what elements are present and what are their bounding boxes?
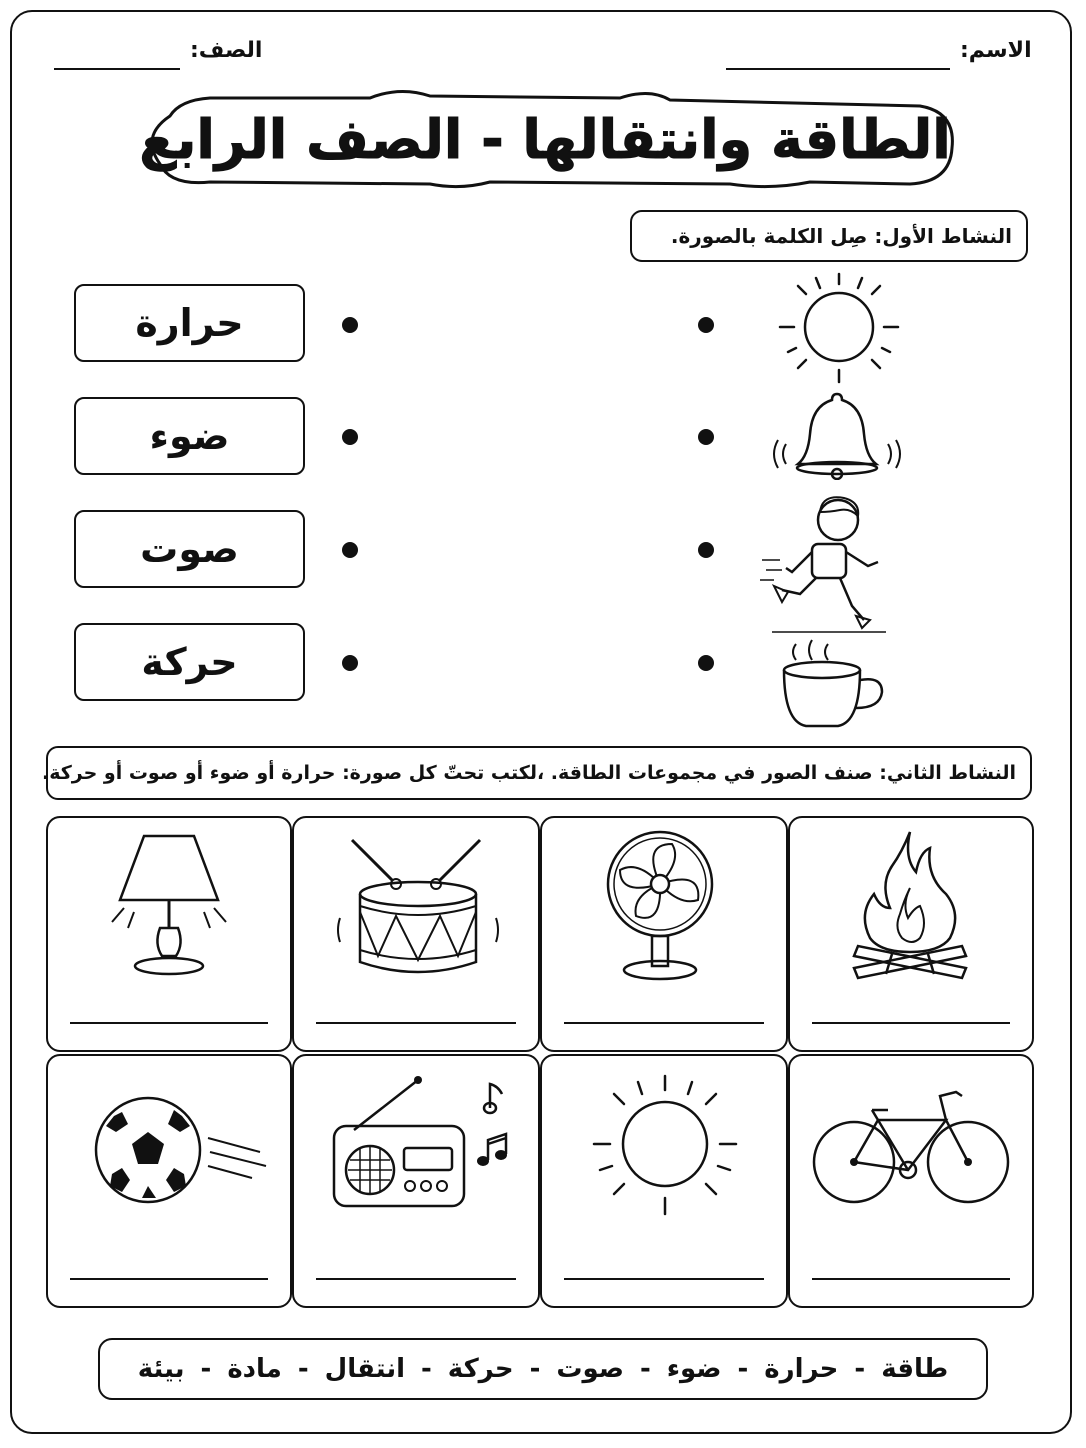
answer-line[interactable] — [564, 1278, 764, 1280]
bank-word: بيئة — [137, 1354, 185, 1384]
bank-word: حركة — [447, 1354, 514, 1384]
word-box-motion[interactable]: حركة — [74, 623, 305, 701]
word-box-light[interactable]: ضوء — [74, 397, 305, 475]
word-dot[interactable] — [342, 429, 358, 445]
soccer-ball-icon — [92, 1094, 272, 1206]
bank-word: طاقة — [881, 1354, 949, 1384]
title-text: الطاقة وانتقالها - الصف الرابع — [139, 107, 951, 171]
picture-cell-bicycle — [788, 1054, 1034, 1308]
word-box-sound[interactable]: صوت — [74, 510, 305, 588]
sun-icon — [588, 1070, 742, 1220]
bank-word: حرارة — [764, 1354, 839, 1384]
campfire-icon — [846, 828, 974, 988]
picture-cell-radio — [292, 1054, 540, 1308]
bank-word: مادة — [227, 1354, 282, 1384]
bank-separator: - — [639, 1354, 651, 1384]
activity2-instruction: النشاط الثاني: صنف الصور في مجموعات الطاقة. ،لكتب تحتّ كل صورة: حرارة أو ضوء أو صوت أو حركة. — [46, 746, 1032, 800]
bank-word: انتقال — [324, 1354, 405, 1384]
answer-line[interactable] — [564, 1022, 764, 1024]
picture-cell-drum — [292, 816, 540, 1052]
class-field[interactable] — [54, 68, 180, 70]
bank-separator: - — [297, 1354, 309, 1384]
picture-dot[interactable] — [698, 429, 714, 445]
answer-line[interactable] — [316, 1278, 516, 1280]
picture-dot[interactable] — [698, 542, 714, 558]
answer-line[interactable] — [316, 1022, 516, 1024]
picture-dot[interactable] — [698, 655, 714, 671]
name-label: الاسم: — [960, 38, 1032, 63]
radio-icon — [330, 1074, 520, 1214]
lamp-icon — [104, 828, 234, 988]
word-dot[interactable] — [342, 542, 358, 558]
picture-cell-ball — [46, 1054, 292, 1308]
bank-separator: - — [737, 1354, 749, 1384]
hot-cup-icon — [776, 636, 888, 732]
sun-icon — [776, 270, 902, 386]
picture-cell-campfire — [788, 816, 1034, 1052]
word-dot[interactable] — [342, 317, 358, 333]
picture-dot[interactable] — [698, 317, 714, 333]
bank-separator: - — [854, 1354, 866, 1384]
picture-cell-sun — [540, 1054, 788, 1308]
drum-icon — [330, 832, 506, 982]
word-box-heat[interactable]: حرارة — [74, 284, 305, 362]
bank-word: صوت — [556, 1354, 624, 1384]
name-field[interactable] — [726, 68, 950, 70]
class-label: الصف: — [190, 38, 263, 63]
bicycle-icon — [812, 1080, 1012, 1210]
activity1-instruction: النشاط الأول: صِل الكلمة بالصورة. — [630, 210, 1028, 262]
answer-line[interactable] — [812, 1278, 1010, 1280]
bank-separator: - — [529, 1354, 541, 1384]
answer-line[interactable] — [812, 1022, 1010, 1024]
fan-icon — [602, 830, 722, 986]
word-bank — [98, 1338, 988, 1400]
bank-separator: - — [200, 1354, 212, 1384]
picture-cell-lamp — [46, 816, 292, 1052]
bank-separator: - — [421, 1354, 432, 1384]
answer-line[interactable] — [70, 1022, 268, 1024]
answer-line[interactable] — [70, 1278, 268, 1280]
bank-word: ضوء — [666, 1354, 722, 1384]
ringing-bell-icon — [772, 390, 902, 480]
page-title — [130, 86, 960, 192]
running-boy-icon — [760, 490, 890, 636]
word-dot[interactable] — [342, 655, 358, 671]
picture-cell-fan — [540, 816, 788, 1052]
